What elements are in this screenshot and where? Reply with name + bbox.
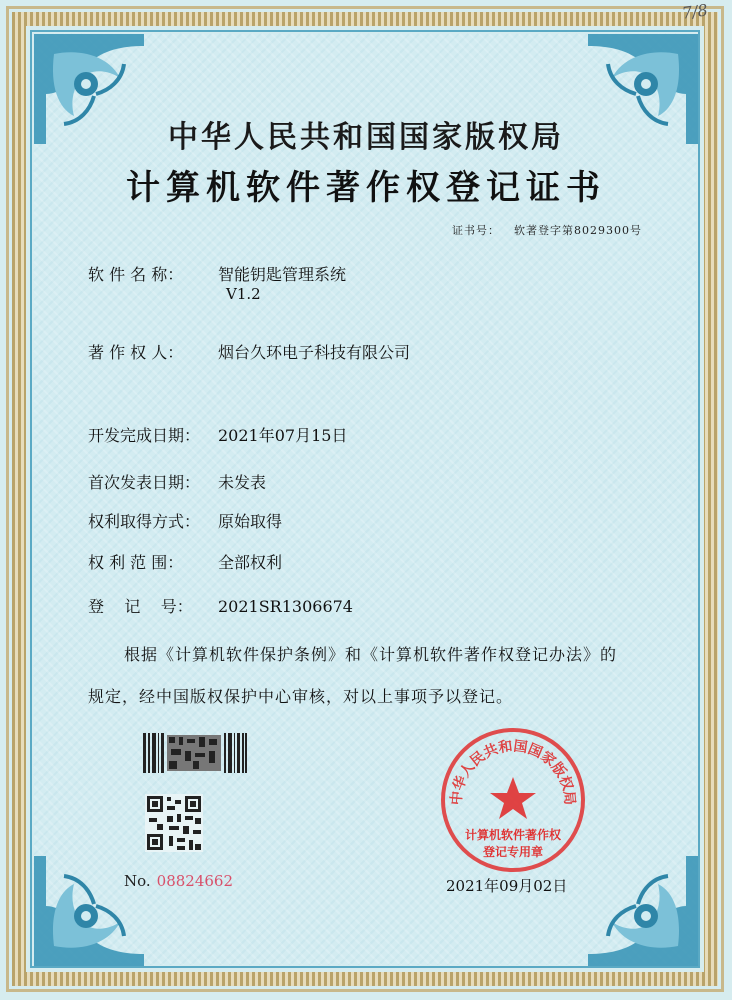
cert-no-value: 软著登字第8029300号 [514, 224, 642, 237]
publish-date-value: 未发表 [218, 473, 267, 492]
completion-date-row [88, 423, 347, 446]
completion-date-label: 开发完成日期： [88, 426, 201, 445]
owner-label: 著 作 权 人： [88, 343, 184, 362]
acquire-method-label: 权利取得方式： [88, 512, 201, 531]
registration-number-row [88, 594, 353, 617]
acquire-method-row [88, 509, 282, 532]
serial-number [124, 872, 233, 890]
publish-date-label: 首次发表日期： [88, 473, 201, 492]
issuer-title: 中华人民共和国国家版权局 [168, 120, 564, 155]
corner-ornament-bottom-left [24, 846, 154, 976]
handwritten-mark: 7/8 [681, 0, 710, 23]
software-version: V1.2 [226, 285, 261, 303]
software-name-value: 智能钥匙管理系统 [218, 265, 347, 284]
barcode [143, 733, 247, 773]
seal-line-2: 登记专用章 [482, 845, 543, 859]
reg-no-label: 登 记 号： [88, 597, 193, 616]
reg-no-value: 2021SR1306674 [218, 597, 353, 616]
software-name-label: 软 件 名 称： [88, 265, 184, 284]
qr-code [145, 794, 203, 852]
owner-value: 烟台久环电子科技有限公司 [218, 343, 411, 362]
scope-row [88, 550, 282, 573]
publish-date-row [88, 470, 266, 493]
statement-line-2: 规定，经中国版权保护中心审核，对以上事项予以登记。 [88, 687, 514, 706]
serial-value: 08824662 [156, 872, 234, 890]
scope-label: 权 利 范 围： [88, 553, 184, 572]
scope-value: 全部权利 [218, 553, 283, 572]
corner-ornament-bottom-right [578, 846, 708, 976]
completion-date-value: 2021年07月15日 [218, 426, 348, 445]
software-name-row [88, 262, 346, 285]
issue-date: 2021年09月02日 [446, 877, 568, 895]
cert-no-label: 证书号： [452, 224, 500, 237]
certificate-title: 计算机软件著作权登记证书 [126, 168, 606, 208]
seal-line-1: 计算机软件著作权 [464, 828, 561, 842]
owner-row [88, 340, 410, 363]
statement-line-1: 根据《计算机软件保护条例》和《计算机软件著作权登记办法》的 [124, 645, 618, 664]
seal-ring-text: 中华人民共和国国家版权局 [448, 738, 578, 806]
certificate-number [452, 222, 656, 238]
acquire-method-value: 原始取得 [218, 512, 283, 531]
serial-label: No. [124, 872, 151, 890]
